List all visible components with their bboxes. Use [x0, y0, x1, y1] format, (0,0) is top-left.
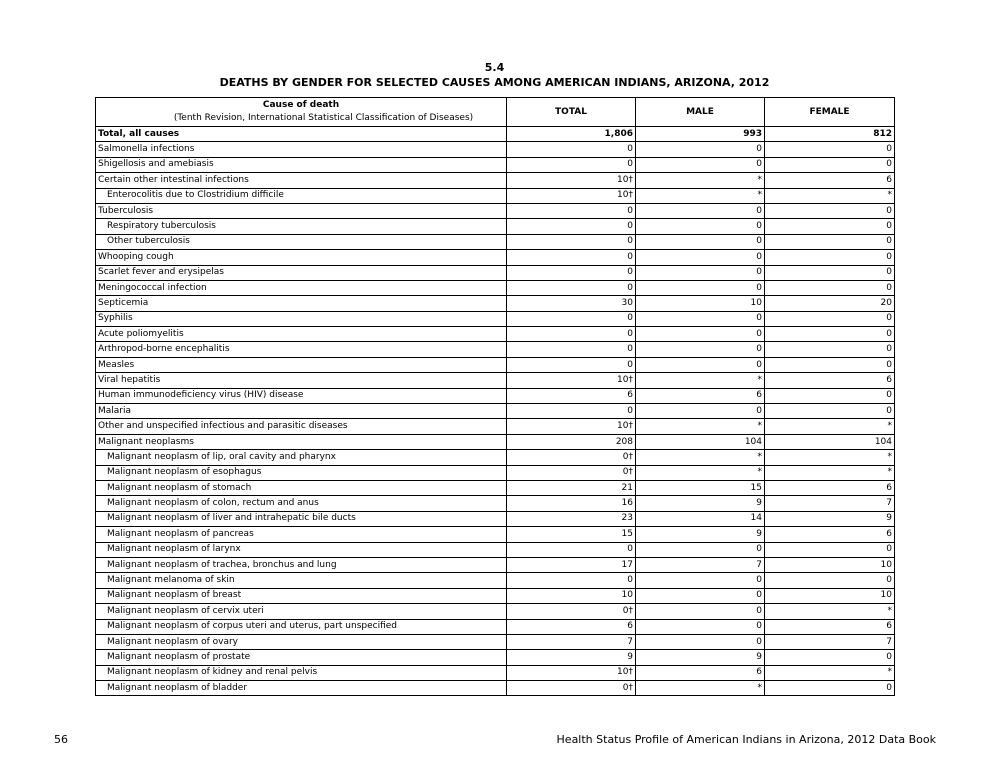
page-number: 56 — [54, 733, 68, 746]
male-cell: 0 — [636, 250, 765, 265]
total-cell: 0 — [507, 234, 636, 249]
total-cell: 21 — [507, 480, 636, 495]
table-row — [96, 588, 895, 603]
total-cell: 0 — [507, 142, 636, 157]
female-cell: * — [765, 604, 895, 619]
female-cell: 10 — [765, 557, 895, 572]
cause-cell: Malignant neoplasm of pancreas — [96, 527, 507, 542]
cause-cell: Enterocolitis due to Clostridium difficile — [96, 188, 507, 203]
cause-cell: Malignant neoplasm of prostate — [96, 650, 507, 665]
female-cell: 0 — [765, 342, 895, 357]
male-cell: * — [636, 450, 765, 465]
female-cell: 812 — [765, 127, 895, 142]
male-cell: * — [636, 465, 765, 480]
total-cell: 0† — [507, 465, 636, 480]
total-cell: 0 — [507, 157, 636, 172]
total-cell: 1,806 — [507, 127, 636, 142]
male-cell: * — [636, 681, 765, 696]
male-cell: 0 — [636, 142, 765, 157]
female-cell: 0 — [765, 250, 895, 265]
male-cell: 0 — [636, 542, 765, 557]
table-row — [96, 665, 895, 680]
total-cell: 0 — [507, 280, 636, 295]
table-row — [96, 619, 895, 634]
male-cell: 0 — [636, 234, 765, 249]
female-cell: 104 — [765, 434, 895, 449]
female-cell: * — [765, 419, 895, 434]
cause-cell: Tuberculosis — [96, 203, 507, 218]
total-cell: 0 — [507, 203, 636, 218]
total-column-header: TOTAL — [507, 98, 636, 127]
total-cell: 208 — [507, 434, 636, 449]
total-cell: 0 — [507, 250, 636, 265]
male-cell: 0 — [636, 634, 765, 649]
cause-cell: Total, all causes — [96, 127, 507, 142]
total-cell: 0 — [507, 404, 636, 419]
male-cell: 0 — [636, 342, 765, 357]
male-cell: 0 — [636, 573, 765, 588]
table-row — [96, 203, 895, 218]
cause-cell: Malignant neoplasm of corpus uteri and uterus, part unspecified — [96, 619, 507, 634]
cause-cell: Malignant neoplasm of ovary — [96, 634, 507, 649]
cause-cell: Malignant neoplasm of liver and intrahepatic bile ducts — [96, 511, 507, 526]
female-cell: 9 — [765, 511, 895, 526]
cause-cell: Arthropod-borne encephalitis — [96, 342, 507, 357]
table-row — [96, 480, 895, 495]
cause-cell: Malignant neoplasm of esophagus — [96, 465, 507, 480]
female-cell: 6 — [765, 480, 895, 495]
cause-column-header — [96, 98, 507, 127]
female-cell: * — [765, 450, 895, 465]
female-cell: 7 — [765, 496, 895, 511]
male-cell: 0 — [636, 327, 765, 342]
cause-cell: Malignant neoplasm of trachea, bronchus and lung — [96, 557, 507, 572]
female-cell: 0 — [765, 203, 895, 218]
male-cell: 14 — [636, 511, 765, 526]
cause-cell: Acute poliomyelitis — [96, 327, 507, 342]
female-cell: 0 — [765, 219, 895, 234]
cause-cell: Malignant neoplasm of breast — [96, 588, 507, 603]
female-cell: 20 — [765, 296, 895, 311]
total-cell: 0 — [507, 573, 636, 588]
female-cell: 6 — [765, 173, 895, 188]
total-cell: 0 — [507, 219, 636, 234]
table-row — [96, 681, 895, 696]
table-row — [96, 604, 895, 619]
male-cell: 0 — [636, 203, 765, 218]
male-cell: 0 — [636, 357, 765, 372]
male-cell: 9 — [636, 496, 765, 511]
male-cell: 104 — [636, 434, 765, 449]
table-row — [96, 342, 895, 357]
male-cell: 6 — [636, 665, 765, 680]
cause-cell: Scarlet fever and erysipelas — [96, 265, 507, 280]
total-cell: 0 — [507, 265, 636, 280]
male-cell: 0 — [636, 219, 765, 234]
total-cell: 0† — [507, 681, 636, 696]
total-cell: 0† — [507, 604, 636, 619]
female-cell: * — [765, 465, 895, 480]
table-row — [96, 419, 895, 434]
female-column-header: FEMALE — [765, 98, 895, 127]
cause-cell: Other tuberculosis — [96, 234, 507, 249]
table-header-row — [96, 98, 895, 127]
male-cell: 0 — [636, 280, 765, 295]
total-cell: 15 — [507, 527, 636, 542]
cause-cell: Meningococcal infection — [96, 280, 507, 295]
cause-cell: Malignant melanoma of skin — [96, 573, 507, 588]
total-cell: 6 — [507, 388, 636, 403]
cause-header-label: Cause of death — [262, 100, 340, 110]
total-cell: 7 — [507, 634, 636, 649]
cause-header-sublabel: (Tenth Revision, International Statistical Classification of Diseases) — [173, 113, 474, 123]
cause-cell: Salmonella infections — [96, 142, 507, 157]
table-row — [96, 511, 895, 526]
total-cell: 10† — [507, 373, 636, 388]
male-cell: 6 — [636, 388, 765, 403]
cause-cell: Measles — [96, 357, 507, 372]
female-cell: 10 — [765, 588, 895, 603]
cause-cell: Malignant neoplasm of cervix uteri — [96, 604, 507, 619]
table-row — [96, 188, 895, 203]
table-title: DEATHS BY GENDER FOR SELECTED CAUSES AMONG AMERICAN INDIANS, ARIZONA, 2012 — [219, 76, 770, 89]
male-cell: 10 — [636, 296, 765, 311]
table-row — [96, 157, 895, 172]
female-cell: 7 — [765, 634, 895, 649]
total-cell: 10† — [507, 173, 636, 188]
total-cell: 6 — [507, 619, 636, 634]
male-column-header: MALE — [636, 98, 765, 127]
cause-cell: Syphilis — [96, 311, 507, 326]
total-cell: 0† — [507, 450, 636, 465]
female-cell: 0 — [765, 357, 895, 372]
cause-cell: Malignant neoplasm of stomach — [96, 480, 507, 495]
total-cell: 9 — [507, 650, 636, 665]
male-cell: 0 — [636, 588, 765, 603]
cause-cell: Other and unspecified infectious and parasitic diseases — [96, 419, 507, 434]
male-cell: 0 — [636, 604, 765, 619]
table-row — [96, 434, 895, 449]
male-cell: * — [636, 419, 765, 434]
table-row — [96, 357, 895, 372]
male-cell: 993 — [636, 127, 765, 142]
total-cell: 0 — [507, 342, 636, 357]
female-cell: 0 — [765, 542, 895, 557]
female-cell: 0 — [765, 388, 895, 403]
table-row — [96, 404, 895, 419]
total-cell: 17 — [507, 557, 636, 572]
male-cell: 0 — [636, 619, 765, 634]
cause-cell: Malaria — [96, 404, 507, 419]
total-cell: 10† — [507, 419, 636, 434]
table-row — [96, 634, 895, 649]
total-cell: 16 — [507, 496, 636, 511]
cause-cell: Septicemia — [96, 296, 507, 311]
table-body — [96, 127, 895, 696]
table-row — [96, 388, 895, 403]
female-cell: 0 — [765, 404, 895, 419]
male-cell: 7 — [636, 557, 765, 572]
male-cell: 0 — [636, 311, 765, 326]
table-row — [96, 250, 895, 265]
cause-cell: Malignant neoplasm of lip, oral cavity and pharynx — [96, 450, 507, 465]
female-cell: 0 — [765, 234, 895, 249]
total-cell: 23 — [507, 511, 636, 526]
female-cell: 0 — [765, 650, 895, 665]
table-row — [96, 557, 895, 572]
total-cell: 30 — [507, 296, 636, 311]
male-cell: 0 — [636, 265, 765, 280]
table-row — [96, 234, 895, 249]
female-cell: 0 — [765, 157, 895, 172]
cause-cell: Viral hepatitis — [96, 373, 507, 388]
table-row — [96, 296, 895, 311]
table-row — [96, 496, 895, 511]
female-cell: 0 — [765, 265, 895, 280]
total-cell: 0 — [507, 327, 636, 342]
male-cell: 15 — [636, 480, 765, 495]
female-cell: * — [765, 665, 895, 680]
male-cell: 9 — [636, 527, 765, 542]
female-cell: 0 — [765, 142, 895, 157]
female-cell: 0 — [765, 327, 895, 342]
cause-cell: Human immunodeficiency virus (HIV) disease — [96, 388, 507, 403]
male-cell: 0 — [636, 404, 765, 419]
cause-cell: Malignant neoplasm of larynx — [96, 542, 507, 557]
table-row — [96, 465, 895, 480]
cause-cell: Malignant neoplasm of colon, rectum and anus — [96, 496, 507, 511]
male-cell: * — [636, 188, 765, 203]
total-cell: 0 — [507, 357, 636, 372]
table-row — [96, 650, 895, 665]
female-cell: 0 — [765, 681, 895, 696]
cause-cell: Malignant neoplasm of bladder — [96, 681, 507, 696]
female-cell: 6 — [765, 527, 895, 542]
table-row — [96, 127, 895, 142]
footer-book-title: Health Status Profile of American Indians in Arizona, 2012 Data Book — [556, 733, 936, 746]
table-row — [96, 311, 895, 326]
cause-cell: Malignant neoplasm of kidney and renal pelvis — [96, 665, 507, 680]
cause-cell: Respiratory tuberculosis — [96, 219, 507, 234]
cause-cell: Certain other intestinal infections — [96, 173, 507, 188]
table-row — [96, 542, 895, 557]
female-cell: * — [765, 188, 895, 203]
cause-cell: Whooping cough — [96, 250, 507, 265]
cause-cell: Malignant neoplasms — [96, 434, 507, 449]
male-cell: 0 — [636, 157, 765, 172]
male-cell: 9 — [636, 650, 765, 665]
total-cell: 0 — [507, 311, 636, 326]
cause-cell: Shigellosis and amebiasis — [96, 157, 507, 172]
female-cell: 6 — [765, 619, 895, 634]
table-row — [96, 219, 895, 234]
total-cell: 10† — [507, 188, 636, 203]
deaths-table — [95, 97, 895, 696]
table-row — [96, 573, 895, 588]
table-row — [96, 142, 895, 157]
female-cell: 0 — [765, 280, 895, 295]
total-cell: 10† — [507, 665, 636, 680]
total-cell: 0 — [507, 542, 636, 557]
female-cell: 0 — [765, 311, 895, 326]
total-cell: 10 — [507, 588, 636, 603]
table-row — [96, 450, 895, 465]
table-row — [96, 527, 895, 542]
male-cell: * — [636, 173, 765, 188]
table-row — [96, 173, 895, 188]
table-row — [96, 327, 895, 342]
table-row — [96, 373, 895, 388]
table-row — [96, 280, 895, 295]
female-cell: 0 — [765, 573, 895, 588]
female-cell: 6 — [765, 373, 895, 388]
table-row — [96, 265, 895, 280]
male-cell: * — [636, 373, 765, 388]
table-number: 5.4 — [484, 61, 505, 74]
